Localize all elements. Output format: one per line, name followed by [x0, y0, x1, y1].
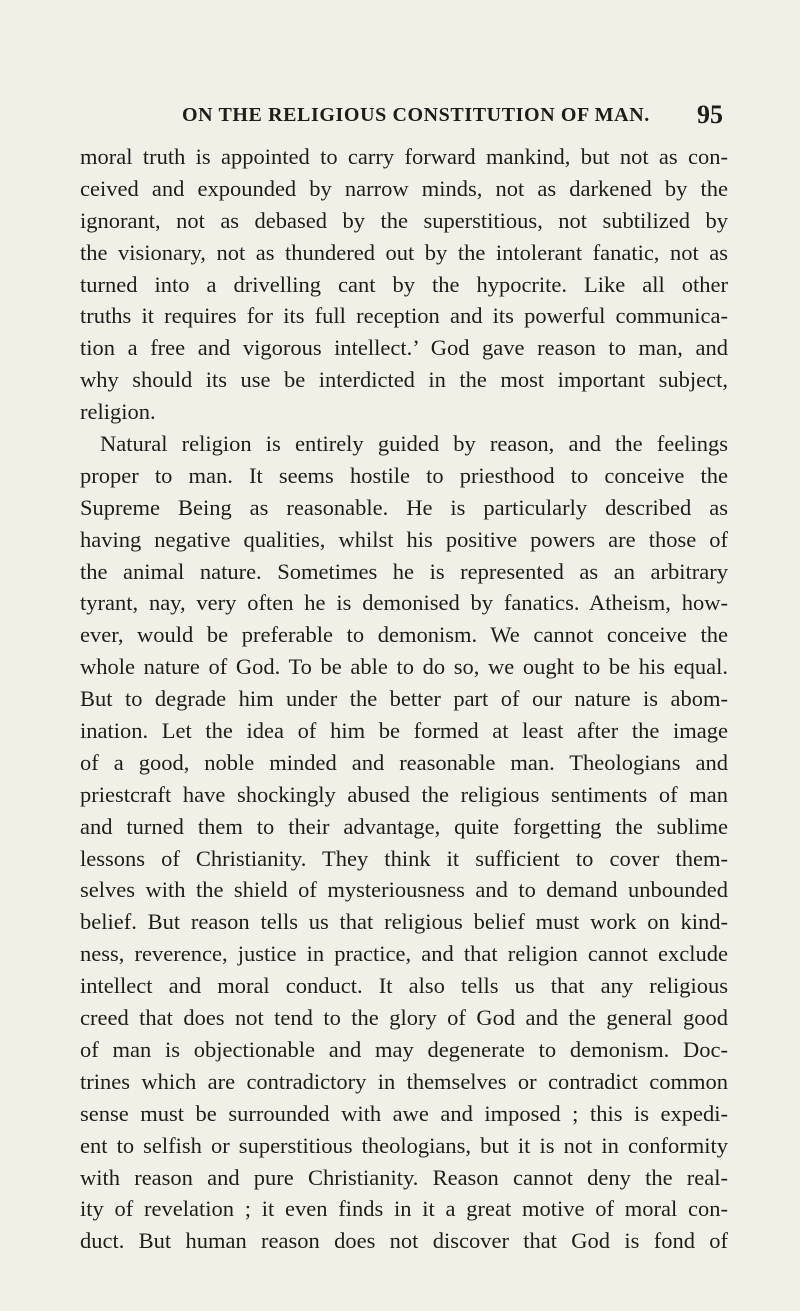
text-line: ness, reverence, justice in practice, and that religion cannot exclude — [80, 941, 728, 967]
text-line: trines which are contradictory in themselves or contradict common — [80, 1068, 728, 1094]
text-line: ity of revelation ; it even finds in it a great motive of moral con- — [80, 1196, 728, 1222]
text-line: ent to selfish or superstitious theologians, but it is not in conformity — [80, 1132, 728, 1158]
text-line: duct. But human reason does not discover that God is fond of — [80, 1228, 728, 1254]
text-line: ceived and expounded by narrow minds, not as darkened by the — [80, 175, 728, 201]
text-line: the visionary, not as thundered out by the intolerant fanatic, not as — [80, 239, 728, 265]
text-line: selves with the shield of mysteriousness and to demand unbounded — [80, 877, 728, 903]
body-text — [80, 141, 728, 1257]
running-title: ON THE RELIGIOUS CONSTITUTION OF MAN. — [182, 104, 650, 126]
running-head — [0, 100, 800, 134]
page-number: 95 — [697, 100, 723, 129]
text-line: of a good, noble minded and reasonable man. Theologians and — [80, 749, 728, 775]
text-line: priestcraft have shockingly abused the religious sentiments of man — [80, 781, 728, 807]
text-line: tyrant, nay, very often he is demonised by fanatics. Atheism, how- — [80, 590, 728, 616]
text-line: whole nature of God. To be able to do so, we ought to be his equal. — [80, 654, 728, 680]
text-line: proper to man. It seems hostile to priesthood to conceive the — [80, 462, 728, 488]
text-line: ination. Let the idea of him be formed at least after the image — [80, 718, 728, 744]
text-line: turned into a drivelling cant by the hypocrite. Like all other — [80, 271, 728, 297]
paragraph-start-line: Natural religion is entirely guided by reason, and the feelings — [100, 431, 728, 457]
text-line: ignorant, not as debased by the superstitious, not subtilized by — [80, 207, 728, 233]
text-line: belief. But reason tells us that religious belief must work on kind- — [80, 909, 728, 935]
text-line: of man is objectionable and may degenerate to demonism. Doc- — [80, 1036, 728, 1062]
text-line: moral truth is appointed to carry forward mankind, but not as con- — [80, 144, 728, 169]
text-line: having negative qualities, whilst his positive powers are those of — [80, 526, 728, 552]
text-line: and turned them to their advantage, quite forgetting the sublime — [80, 813, 728, 839]
text-line: intellect and moral conduct. It also tells us that any religious — [80, 973, 728, 999]
text-line: Supreme Being as reasonable. He is particularly described as — [80, 494, 728, 520]
text-line: with reason and pure Christianity. Reason cannot deny the real- — [80, 1164, 728, 1190]
text-line: truths it requires for its full reception and its powerful communica- — [80, 303, 728, 329]
text-line: ever, would be preferable to demonism. We cannot conceive the — [80, 622, 728, 648]
text-line: But to degrade him under the better part of our nature is abom- — [80, 686, 728, 712]
text-line: sense must be surrounded with awe and imposed ; this is expedi- — [80, 1100, 728, 1126]
text-line: tion a free and vigorous intellect.’ God gave reason to man, and — [80, 335, 728, 361]
text-line: why should its use be interdicted in the most important subject, — [80, 367, 728, 393]
text-line: religion. — [80, 399, 156, 425]
text-line: the animal nature. Sometimes he is represented as an arbitrary — [80, 558, 728, 584]
text-line: creed that does not tend to the glory of God and the general good — [80, 1005, 728, 1031]
text-line: lessons of Christianity. They think it sufficient to cover them- — [80, 845, 728, 871]
